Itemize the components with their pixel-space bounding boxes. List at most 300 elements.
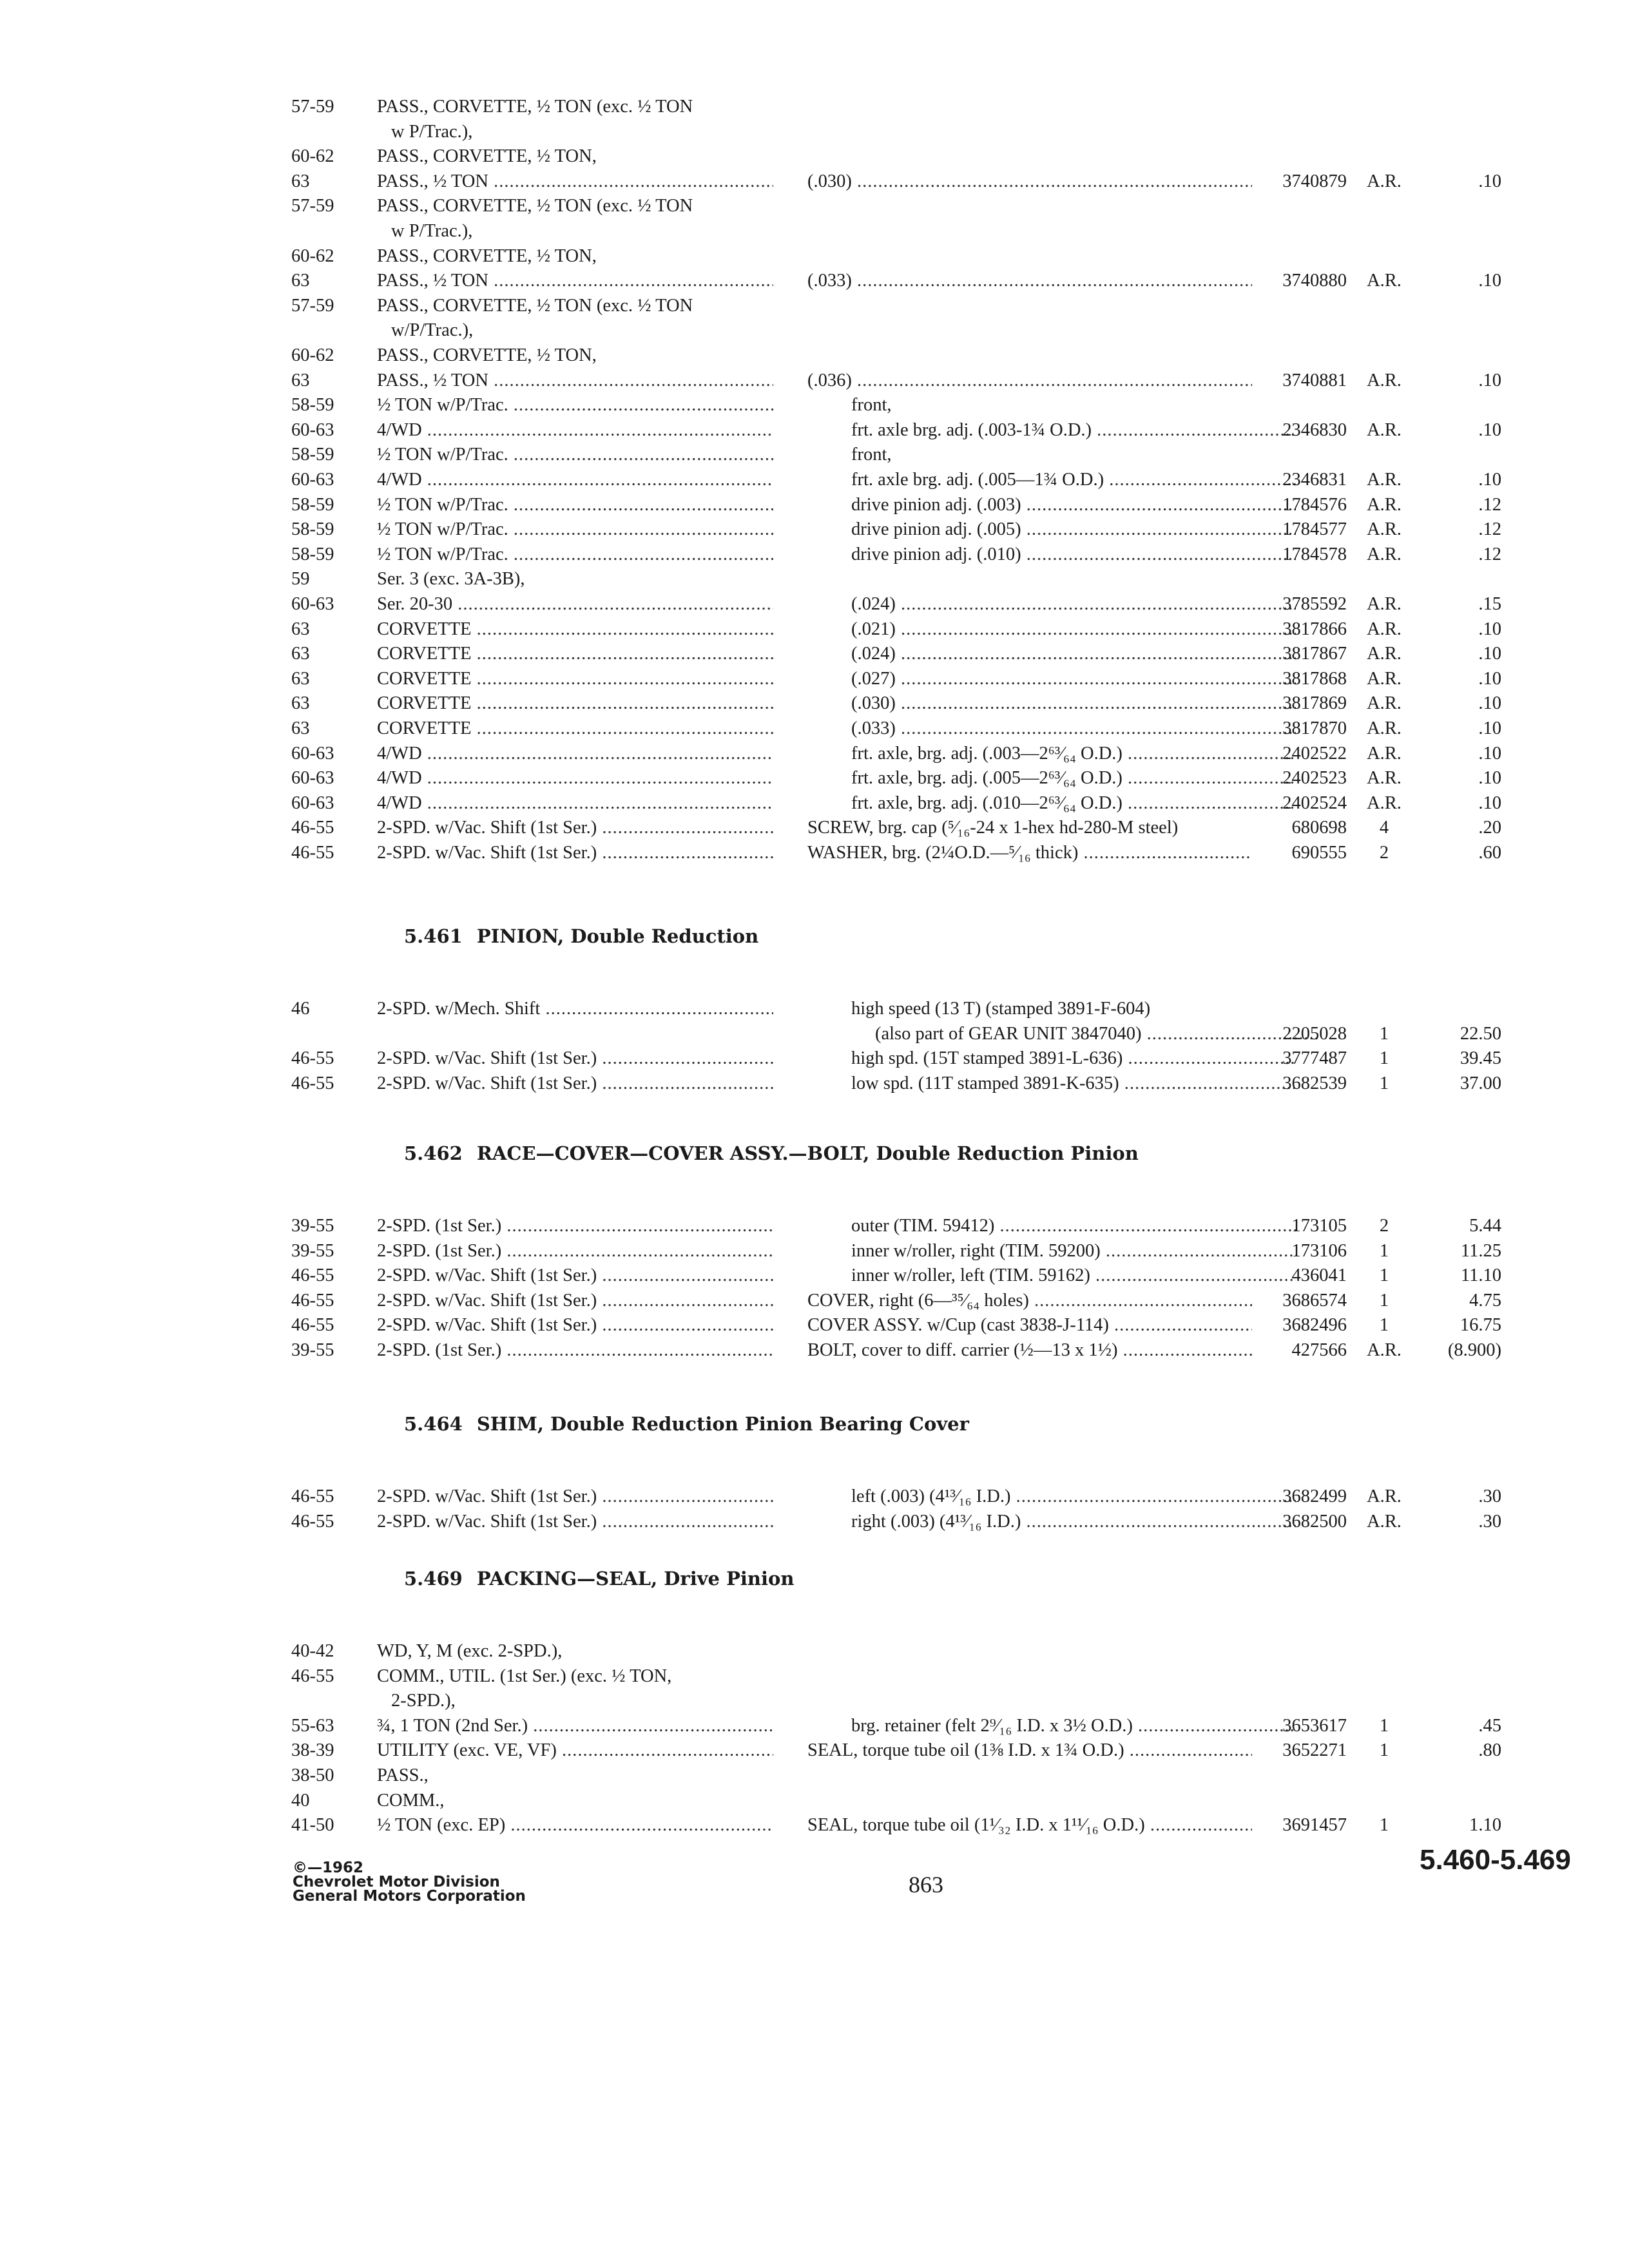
catalog-row [0,1715,1629,1738]
catalog-row [0,245,1629,268]
catalog-row [0,319,1629,342]
model-years: 38-39 [291,1740,334,1761]
part-description: SEAL, torque tube oil (1⅜ I.D. x 1¾ O.D.) ..... [807,1739,1252,1762]
catalog-row [0,1789,1629,1812]
catalog-row [0,792,1629,815]
model-years: 46-55 [291,1290,334,1311]
model-years: 58-59 [291,445,334,465]
quantity: A.R. [1367,768,1402,789]
model-years: 63 [291,171,310,191]
part-number: 2205028 [1282,1023,1347,1044]
vehicle-model: COMM., [377,1790,445,1811]
part-description: (.021) ..... [807,618,1296,641]
model-years: 46-55 [291,843,334,863]
model-years: 55-63 [291,1715,334,1736]
list-price: .10 [1478,693,1501,714]
part-description: right (.003) (4¹³⁄₁₆ I.D.) ..... [807,1510,1296,1533]
part-number: 3817868 [1282,668,1347,689]
part-description: (.033) ..... [807,717,1296,740]
list-price: 11.25 [1460,1240,1501,1261]
part-number: 3817867 [1282,644,1347,664]
vehicle-model: CORVETTE ..... [377,668,773,691]
part-description: SEAL, torque tube oil (1¹⁄₃₂ I.D. x 1¹¹⁄₁₆ O.D.) ..... [807,1814,1252,1837]
catalog-row [0,1739,1629,1762]
model-years: 60-63 [291,743,334,764]
part-number: 2402523 [1282,768,1347,789]
model-years: 46-55 [291,1315,334,1336]
part-number: 1784578 [1282,544,1347,564]
vehicle-model: PASS., ½ TON ..... [377,369,773,392]
quantity: A.R. [1367,743,1402,764]
part-number: 3682499 [1282,1486,1347,1506]
model-years: 60-63 [291,793,334,813]
catalog-row [0,120,1629,144]
catalog-row [0,742,1629,765]
list-price: .10 [1478,619,1501,639]
catalog-row [0,1689,1629,1713]
vehicle-model: ½ TON w/P/Trac. ..... [377,394,773,417]
catalog-row [0,767,1629,790]
model-years: 57-59 [291,295,334,316]
part-description: front, [851,395,892,416]
part-number: 173106 [1291,1240,1347,1261]
catalog-row [0,269,1629,293]
vehicle-model: 2-SPD. (1st Ser.) ..... [377,1339,773,1362]
model-years: 46-55 [291,1048,334,1069]
model-years: 60-62 [291,345,334,365]
section-title: PINION, Double Reduction [476,925,759,947]
part-number: 3653617 [1282,1715,1347,1736]
part-number: 3817866 [1282,619,1347,639]
part-number: 3682496 [1282,1315,1347,1336]
part-description: frt. axle, brg. adj. (.003—2⁶³⁄₆₄ O.D.) ..... [807,742,1296,765]
list-price: (8.900) [1447,1340,1501,1360]
catalog-row [0,344,1629,367]
vehicle-model: 2-SPD. w/Vac. Shift (1st Ser.) ..... [377,1289,773,1312]
section-title: RACE—COVER—COVER ASSY.—BOLT, Double Reduction Pinion [476,1142,1139,1164]
quantity: A.R. [1367,594,1402,614]
part-description: (.024) ..... [807,642,1296,666]
list-price: .10 [1478,743,1501,764]
part-number: 3817870 [1282,718,1347,738]
model-years: 38-50 [291,1765,334,1785]
quantity: A.R. [1367,494,1402,515]
list-price: .12 [1478,544,1501,564]
quantity: 4 [1379,818,1389,838]
vehicle-model: CORVETTE ..... [377,717,773,740]
list-price: .45 [1478,1715,1501,1736]
list-price: .15 [1478,594,1501,614]
model-years: 63 [291,668,310,689]
catalog-row [0,668,1629,691]
quantity: A.R. [1367,171,1402,191]
quantity: A.R. [1367,1511,1402,1532]
quantity: 1 [1379,1240,1389,1261]
model-years: 46-55 [291,1073,334,1093]
vehicle-model: 4/WD ..... [377,742,773,765]
part-number: 3740879 [1282,171,1347,191]
part-description: frt. axle brg. adj. (.003-1¾ O.D.) ..... [807,419,1296,442]
part-description: (.036) ..... [807,369,1252,392]
part-description: (also part of GEAR UNIT 3847040) ..... [807,1023,1320,1046]
part-number: 690555 [1291,843,1347,863]
publisher-credit [293,1861,526,1903]
model-years: 58-59 [291,395,334,416]
part-number: 1784577 [1282,519,1347,540]
model-years: 39-55 [291,1340,334,1360]
vehicle-model: PASS., CORVETTE, ½ TON, [377,245,597,266]
part-description: (.027) ..... [807,668,1296,691]
quantity: A.R. [1367,370,1402,390]
list-price: .30 [1478,1511,1501,1532]
vehicle-model: ¾, 1 TON (2nd Ser.) ..... [377,1715,773,1738]
part-description: (.033) ..... [807,269,1252,293]
quantity: 1 [1379,1740,1389,1761]
vehicle-model: 2-SPD. w/Vac. Shift (1st Ser.) ..... [377,1072,773,1095]
quantity: A.R. [1367,419,1402,440]
part-description: low spd. (11T stamped 3891-K-635) ..... [807,1072,1296,1095]
vehicle-model: 2-SPD.), [391,1691,456,1711]
list-price: .80 [1478,1740,1501,1761]
part-description: frt. axle, brg. adj. (.005—2⁶³⁄₆₄ O.D.) ..... [807,767,1296,790]
quantity: A.R. [1367,470,1402,490]
part-number: 3785592 [1282,594,1347,614]
catalog-row [0,1072,1629,1095]
catalog-row [0,543,1629,566]
catalog-row [0,494,1629,517]
vehicle-model: PASS., CORVETTE, ½ TON (exc. ½ TON [377,97,693,117]
copyright-line: ©—1962 [293,1860,364,1876]
vehicle-model: PASS., CORVETTE, ½ TON (exc. ½ TON [377,196,693,216]
list-price: 1.10 [1469,1815,1501,1836]
quantity: 2 [1379,1216,1389,1236]
catalog-row [0,419,1629,442]
vehicle-model: w P/Trac.), [391,221,473,241]
model-years: 57-59 [291,196,334,216]
model-years: 40-42 [291,1641,334,1661]
part-description: frt. axle brg. adj. (.005—1¾ O.D.) ..... [807,468,1296,492]
model-years: 63 [291,619,310,639]
model-years: 46-55 [291,1666,334,1686]
list-price: 4.75 [1469,1290,1501,1311]
catalog-row [0,195,1629,218]
catalog-row [0,369,1629,392]
division-line: Chevrolet Motor Division [293,1874,500,1890]
list-price: .12 [1478,494,1501,515]
catalog-row [0,816,1629,840]
model-years: 60-63 [291,470,334,490]
catalog-row [0,1485,1629,1508]
model-years: 63 [291,370,310,390]
part-description: COVER ASSY. w/Cup (cast 3838-J-114) ..... [807,1314,1252,1337]
section-title: SHIM, Double Reduction Pinion Bearing Cover [476,1413,969,1435]
part-number: 436041 [1291,1265,1347,1286]
part-description: SCREW, brg. cap (⁵⁄₁₆-24 x 1-hex hd-280-M steel) [807,818,1179,838]
catalog-row [0,95,1629,119]
model-years: 59 [291,569,310,590]
model-years: 60-63 [291,768,334,789]
model-years: 46-55 [291,818,334,838]
vehicle-model: PASS., CORVETTE, ½ TON, [377,345,597,365]
part-number: 2402522 [1282,743,1347,764]
catalog-row [0,1264,1629,1287]
part-number: 3817869 [1282,693,1347,714]
catalog-row [0,1640,1629,1663]
vehicle-model: 4/WD ..... [377,468,773,492]
model-years: 39-55 [291,1216,334,1236]
quantity: 1 [1379,1315,1389,1336]
model-years: 60-62 [291,146,334,167]
part-number: 2346831 [1282,470,1347,490]
catalog-row [0,294,1629,318]
part-description: drive pinion adj. (.003) ..... [807,494,1296,517]
catalog-row [0,1240,1629,1263]
vehicle-model: PASS., ½ TON ..... [377,170,773,193]
model-years: 39-55 [291,1240,334,1261]
model-years: 46 [291,999,310,1019]
part-number: 3691457 [1282,1815,1347,1836]
quantity: A.R. [1367,668,1402,689]
list-price: 16.75 [1460,1315,1501,1336]
vehicle-model: 2-SPD. w/Vac. Shift (1st Ser.) ..... [377,1264,773,1287]
quantity: A.R. [1367,271,1402,291]
part-description: (.030) ..... [807,170,1252,193]
catalog-row [0,618,1629,641]
list-price: 39.45 [1460,1048,1501,1069]
part-description: outer (TIM. 59412) ..... [807,1215,1296,1238]
list-price: 11.10 [1460,1265,1501,1286]
vehicle-model: CORVETTE ..... [377,692,773,715]
quantity: A.R. [1367,619,1402,639]
quantity: 1 [1379,1048,1389,1069]
list-price: .10 [1478,644,1501,664]
quantity: 2 [1379,843,1389,863]
part-description: (.030) ..... [807,692,1296,715]
model-years: 41-50 [291,1815,334,1836]
vehicle-model: 2-SPD. (1st Ser.) ..... [377,1215,773,1238]
part-description: left (.003) (4¹³⁄₁₆ I.D.) ..... [807,1485,1296,1508]
quantity: 1 [1379,1815,1389,1836]
model-years: 63 [291,271,310,291]
part-number: 3740880 [1282,271,1347,291]
section-number: 5.462 [404,1142,463,1164]
catalog-row [0,1215,1629,1238]
list-price: .12 [1478,519,1501,540]
catalog-row [0,1665,1629,1688]
model-years: 58-59 [291,494,334,515]
catalog-row [0,593,1629,616]
part-number: 173105 [1291,1216,1347,1236]
model-years: 46-55 [291,1511,334,1532]
quantity: A.R. [1367,718,1402,738]
quantity: A.R. [1367,644,1402,664]
part-description: brg. retainer (felt 2⁹⁄₁₆ I.D. x 3½ O.D.) ..... [807,1715,1296,1738]
quantity: A.R. [1367,544,1402,564]
list-price: 5.44 [1469,1216,1501,1236]
list-price: .10 [1478,793,1501,813]
quantity: A.R. [1367,693,1402,714]
catalog-row [0,1023,1629,1046]
vehicle-model: ½ TON w/P/Trac. ..... [377,543,773,566]
quantity: A.R. [1367,793,1402,813]
part-number: 3682539 [1282,1073,1347,1093]
quantity: 1 [1379,1290,1389,1311]
catalog-row [0,220,1629,243]
catalog-row [0,1047,1629,1070]
section-heading [404,1568,794,1590]
vehicle-model: WD, Y, M (exc. 2-SPD.), [377,1641,563,1661]
catalog-row [0,394,1629,417]
section-heading [404,1142,1139,1164]
list-price: .10 [1478,370,1501,390]
model-years: 57-59 [291,97,334,117]
section-title: PACKING—SEAL, Drive Pinion [476,1568,795,1590]
list-price: .10 [1478,718,1501,738]
vehicle-model: w/P/Trac.), [391,320,474,341]
catalog-row [0,518,1629,541]
part-description: inner w/roller, right (TIM. 59200) ..... [807,1240,1296,1263]
vehicle-model: 4/WD ..... [377,792,773,815]
part-number: 2402524 [1282,793,1347,813]
vehicle-model: 2-SPD. w/Vac. Shift (1st Ser.) ..... [377,1510,773,1533]
model-years: 63 [291,644,310,664]
section-number: 5.464 [404,1413,463,1435]
model-years: 46-55 [291,1486,334,1506]
part-description: WASHER, brg. (2¼O.D.—⁵⁄₁₆ thick) ..... [807,841,1252,865]
catalog-row [0,642,1629,666]
vehicle-model: 4/WD ..... [377,419,773,442]
list-price: .10 [1478,470,1501,490]
part-description: COVER, right (6—³⁵⁄₆₄ holes) ..... [807,1289,1252,1312]
part-number: 3682500 [1282,1511,1347,1532]
model-years: 60-62 [291,245,334,266]
vehicle-model: 2-SPD. w/Mech. Shift ..... [377,997,773,1021]
part-description: BOLT, cover to diff. carrier (½—13 x 1½) ..... [807,1339,1252,1362]
list-price: .20 [1478,818,1501,838]
model-years: 46-55 [291,1265,334,1286]
vehicle-model: Ser. 3 (exc. 3A-3B), [377,569,525,590]
vehicle-model: ½ TON (exc. EP) ..... [377,1814,773,1837]
model-years: 60-63 [291,594,334,614]
part-description: front, [851,445,892,465]
vehicle-model: CORVETTE ..... [377,618,773,641]
catalog-row [0,841,1629,865]
quantity: 1 [1379,1265,1389,1286]
catalog-row [0,717,1629,740]
model-years: 63 [291,718,310,738]
vehicle-model: Ser. 20-30 ..... [377,593,773,616]
part-description: high spd. (15T stamped 3891-L-636) ..... [807,1047,1296,1070]
section-heading [404,925,758,947]
quantity: A.R. [1367,519,1402,540]
part-description: drive pinion adj. (.010) ..... [807,543,1296,566]
catalog-row [0,1764,1629,1787]
list-price: .10 [1478,768,1501,789]
quantity: 1 [1379,1715,1389,1736]
section-range: 5.460-5.469 [1420,1844,1571,1876]
part-description: inner w/roller, left (TIM. 59162) ..... [807,1264,1296,1287]
vehicle-model: w P/Trac.), [391,121,473,142]
list-price: .30 [1478,1486,1501,1506]
vehicle-model: PASS., [377,1765,429,1785]
vehicle-model: PASS., ½ TON ..... [377,269,773,293]
section-number: 5.469 [404,1568,463,1590]
list-price: 37.00 [1460,1073,1501,1093]
vehicle-model: ½ TON w/P/Trac. ..... [377,443,773,466]
quantity: A.R. [1367,1486,1402,1506]
part-number: 1784576 [1282,494,1347,515]
part-description: drive pinion adj. (.005) ..... [807,518,1296,541]
list-price: .60 [1478,843,1501,863]
model-years: 60-63 [291,419,334,440]
vehicle-model: ½ TON w/P/Trac. ..... [377,518,773,541]
section-number: 5.461 [404,925,463,947]
catalog-row [0,1814,1629,1837]
list-price: .10 [1478,668,1501,689]
vehicle-model: COMM., UTIL. (1st Ser.) (exc. ½ TON, [377,1666,672,1686]
catalog-row [0,1339,1629,1362]
part-number: 3652271 [1282,1740,1347,1761]
model-years: 58-59 [291,544,334,564]
catalog-row [0,568,1629,591]
catalog-row [0,145,1629,168]
vehicle-model: 2-SPD. w/Vac. Shift (1st Ser.) ..... [377,1485,773,1508]
part-number: 427566 [1291,1340,1347,1360]
vehicle-model: PASS., CORVETTE, ½ TON, [377,146,597,167]
page-number: 863 [909,1872,943,1898]
vehicle-model: 2-SPD. w/Vac. Shift (1st Ser.) ..... [377,1314,773,1337]
part-number: 3740881 [1282,370,1347,390]
model-years: 63 [291,693,310,714]
model-years: 58-59 [291,519,334,540]
list-price: .10 [1478,171,1501,191]
quantity: A.R. [1367,1340,1402,1360]
catalog-row [0,170,1629,193]
part-number: 2346830 [1282,419,1347,440]
model-years: 40 [291,1790,310,1811]
part-description: frt. axle, brg. adj. (.010—2⁶³⁄₆₄ O.D.) ..... [807,792,1296,815]
vehicle-model: 4/WD ..... [377,767,773,790]
catalog-row [0,1289,1629,1312]
catalog-row [0,1510,1629,1533]
catalog-row [0,692,1629,715]
vehicle-model: 2-SPD. (1st Ser.) ..... [377,1240,773,1263]
list-price: 22.50 [1460,1023,1501,1044]
part-number: 680698 [1291,818,1347,838]
part-description: (.024) ..... [807,593,1296,616]
catalog-row [0,468,1629,492]
catalog-row [0,443,1629,466]
catalog-row [0,1314,1629,1337]
vehicle-model: PASS., CORVETTE, ½ TON (exc. ½ TON [377,295,693,316]
vehicle-model: 2-SPD. w/Vac. Shift (1st Ser.) ..... [377,816,773,840]
vehicle-model: 2-SPD. w/Vac. Shift (1st Ser.) ..... [377,1047,773,1070]
quantity: 1 [1379,1073,1389,1093]
part-number: 3686574 [1282,1290,1347,1311]
list-price: .10 [1478,419,1501,440]
vehicle-model: CORVETTE ..... [377,642,773,666]
catalog-row [0,997,1629,1021]
list-price: .10 [1478,271,1501,291]
part-description: high speed (13 T) (stamped 3891-F-604) [851,999,1151,1019]
vehicle-model: ½ TON w/P/Trac. ..... [377,494,773,517]
section-heading [404,1413,969,1435]
vehicle-model: 2-SPD. w/Vac. Shift (1st Ser.) ..... [377,841,773,865]
vehicle-model: UTILITY (exc. VE, VF) ..... [377,1739,773,1762]
corporation-line: General Motors Corporation [293,1888,526,1905]
quantity: 1 [1379,1023,1389,1044]
part-number: 3777487 [1282,1048,1347,1069]
